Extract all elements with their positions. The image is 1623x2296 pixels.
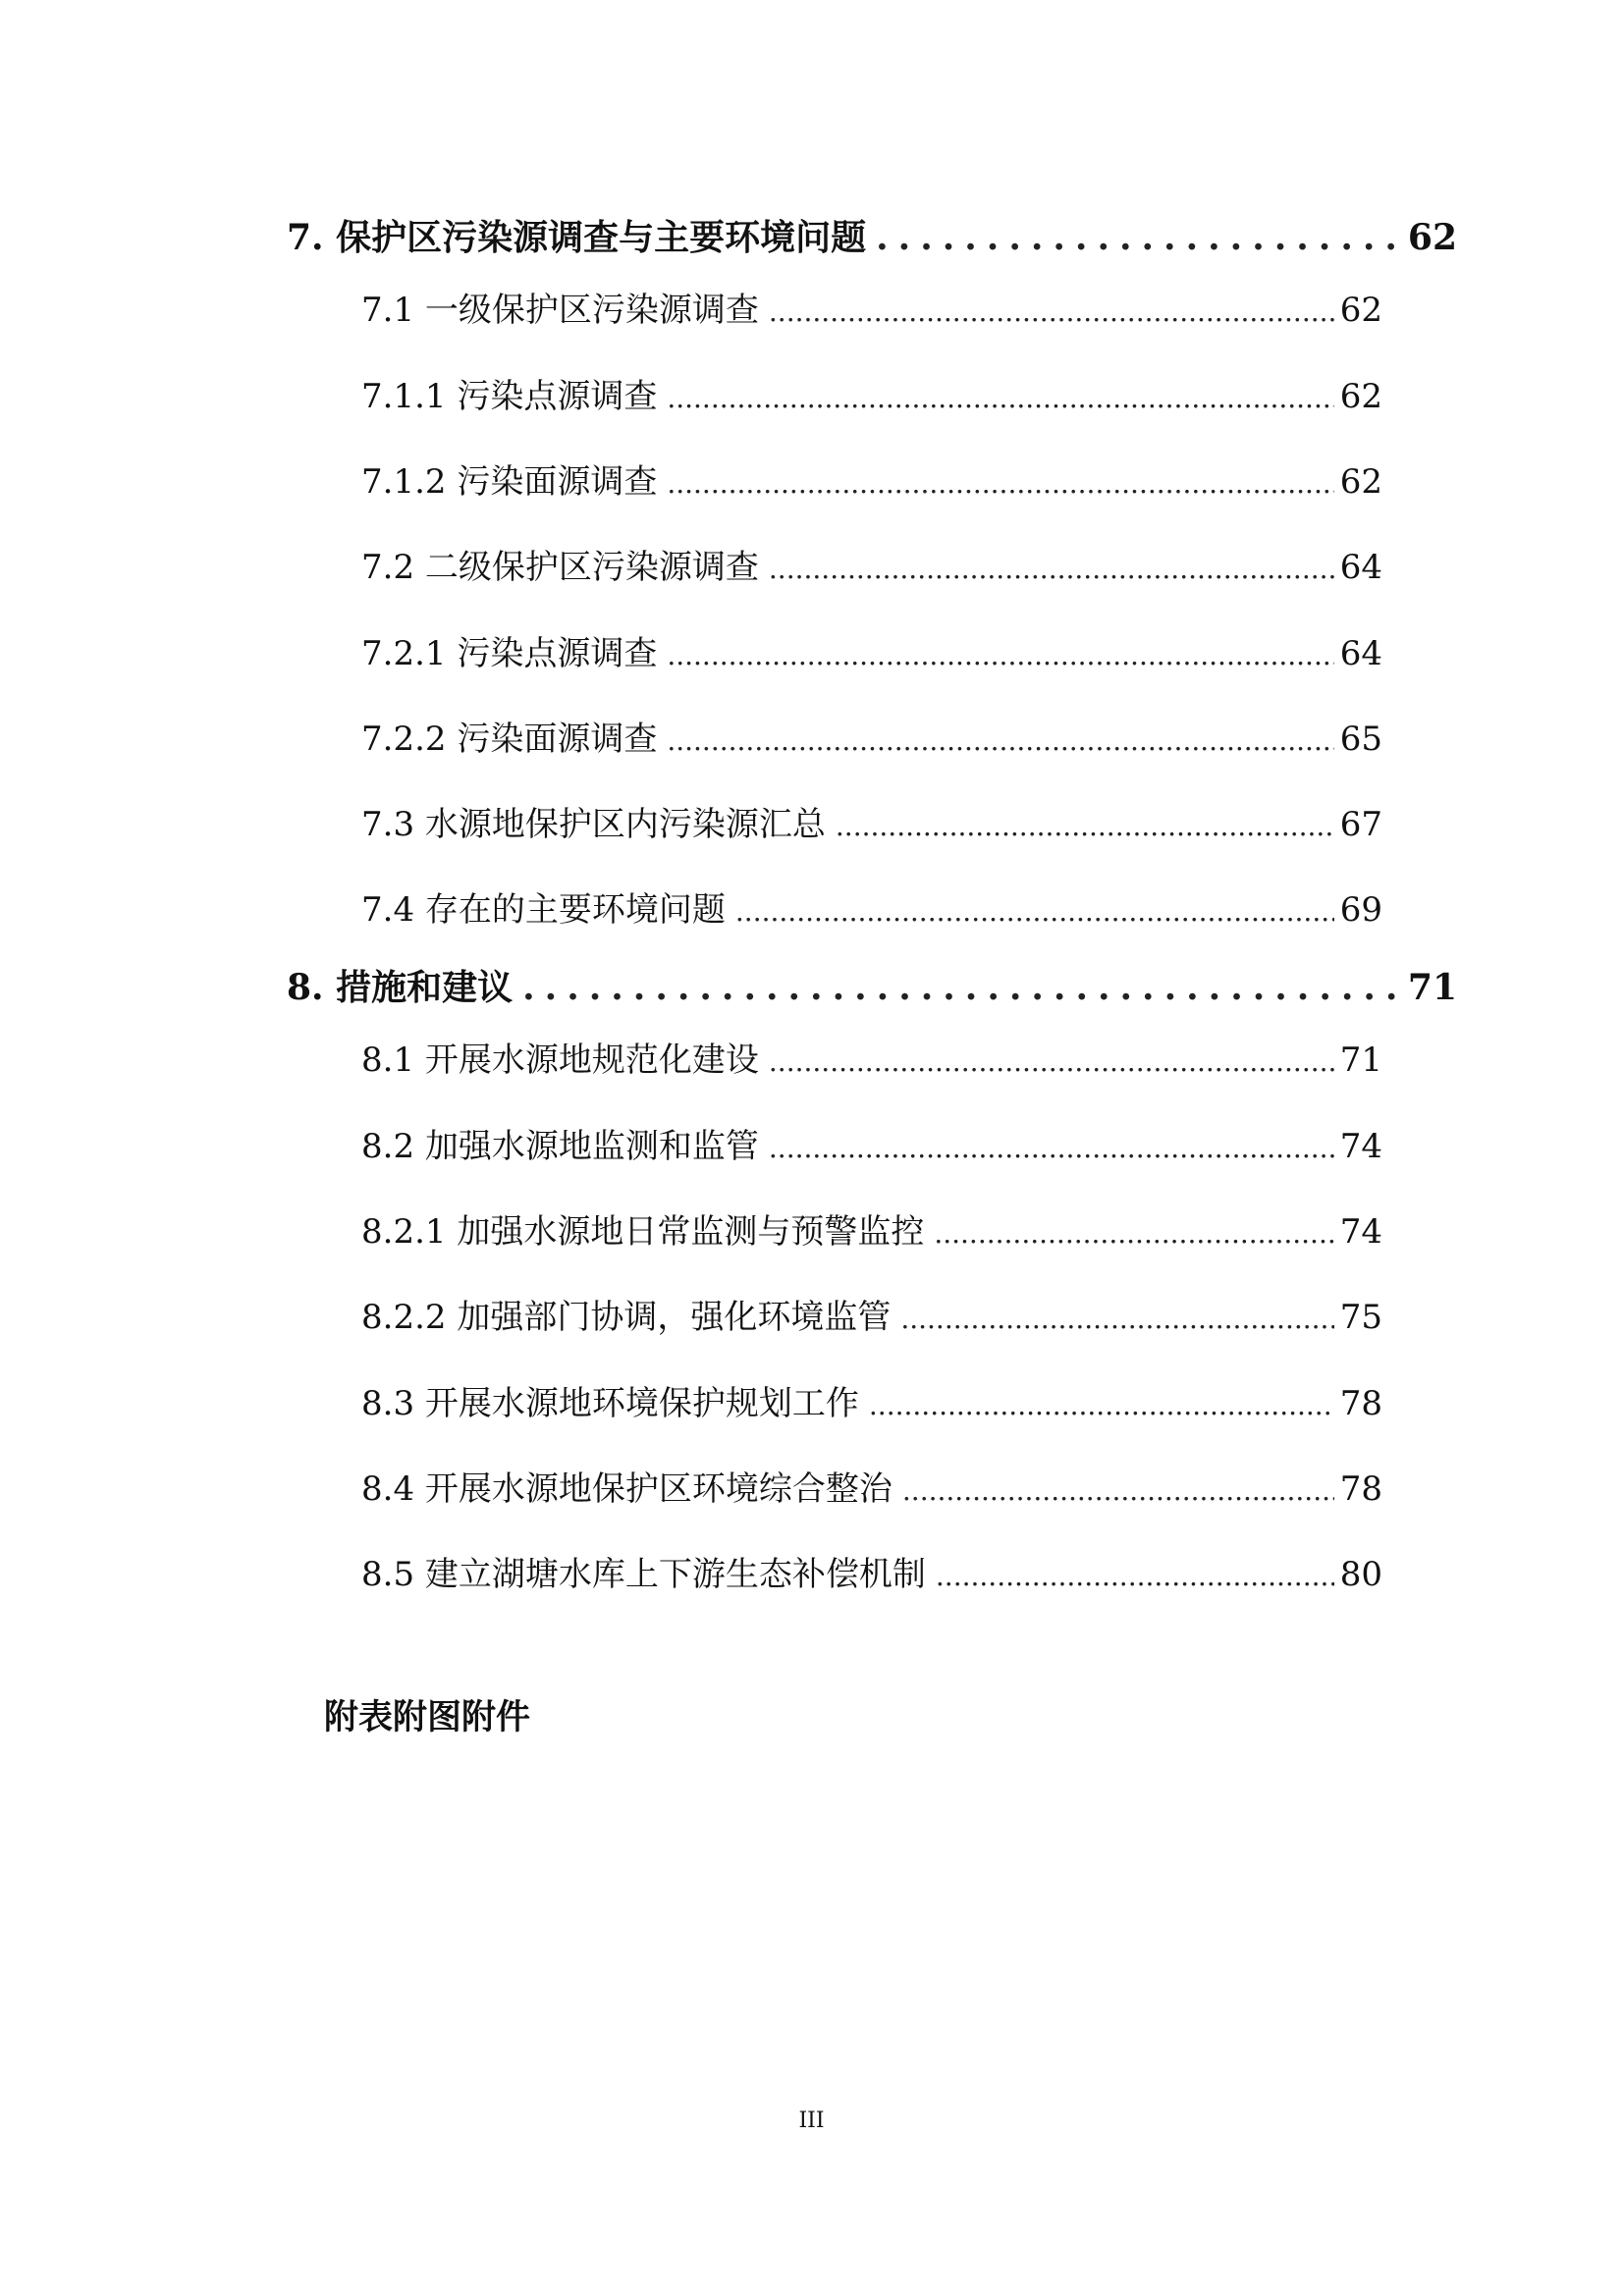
toc-dot-leader xyxy=(869,1389,1334,1421)
toc-section-7-2-2[interactable] xyxy=(361,712,1382,760)
toc-entry-label: 7. 保护区污染源调查与主要环境问题 xyxy=(287,217,867,258)
toc-dot-leader xyxy=(769,553,1334,585)
toc-page-number: 78 xyxy=(1339,1469,1382,1509)
toc-dot-leader xyxy=(735,895,1334,928)
toc-entry-label: 8.2.1 加强水源地日常监测与预警监控 xyxy=(361,1212,925,1252)
toc-dot-leader xyxy=(769,1045,1334,1078)
toc-chapter-7[interactable] xyxy=(287,210,1457,260)
toc-entry-label: 7.2.1 污染点源调查 xyxy=(361,634,658,673)
toc-entry-label: 8.4 开展水源地保护区环境综合整治 xyxy=(361,1469,893,1509)
toc-page-number: 71 xyxy=(1407,967,1457,1008)
toc-dot-leader xyxy=(667,382,1333,414)
toc-dot-leader xyxy=(667,724,1333,757)
toc-page-number: 64 xyxy=(1339,634,1382,673)
toc-appendix-heading[interactable]: 附表附图附件 xyxy=(324,1697,531,1737)
toc-entry-label: 8.2.2 加强部门协调，强化环境监管 xyxy=(361,1298,892,1337)
toc-section-7-3[interactable] xyxy=(361,797,1382,845)
toc-page-number: 67 xyxy=(1339,805,1382,844)
toc-entry-label: 7.2.2 污染面源调查 xyxy=(361,720,658,759)
toc-section-7-2[interactable] xyxy=(361,540,1382,588)
toc-section-8-2[interactable] xyxy=(361,1119,1382,1167)
toc-entry-label: 7.2 二级保护区污染源调查 xyxy=(361,548,759,587)
toc-section-7-1[interactable] xyxy=(361,283,1382,331)
toc-entry-label: 8.1 开展水源地规范化建设 xyxy=(361,1041,759,1080)
toc-page-number: 62 xyxy=(1339,462,1382,502)
toc-section-8-4[interactable] xyxy=(361,1462,1382,1510)
toc-entry-label: 7.3 水源地保护区内污染源汇总 xyxy=(361,805,826,844)
toc-entry-label: 7.4 存在的主要环境问题 xyxy=(361,890,726,930)
toc-page-number: 71 xyxy=(1339,1041,1382,1080)
toc-dot-leader xyxy=(667,467,1333,500)
toc-entry-label: 7.1.1 污染点源调查 xyxy=(361,377,658,416)
toc-section-7-2-1[interactable] xyxy=(361,626,1382,674)
toc-page-number: 78 xyxy=(1339,1384,1382,1423)
toc-page-number: 74 xyxy=(1339,1212,1382,1252)
toc-chapter-8[interactable] xyxy=(287,960,1457,1010)
toc-page-number: 75 xyxy=(1339,1298,1382,1337)
toc-entry-label: 7.1.2 污染面源调查 xyxy=(361,462,658,502)
toc-page-number: 62 xyxy=(1339,291,1382,330)
toc-entry-label: 8.5 建立湖塘水库上下游生态补偿机制 xyxy=(361,1555,926,1594)
toc-dot-leader xyxy=(769,295,1334,328)
toc-section-7-4[interactable] xyxy=(361,882,1382,931)
toc-dot-leader xyxy=(667,639,1333,671)
toc-page-number: 80 xyxy=(1339,1555,1382,1594)
toc-section-7-1-1[interactable] xyxy=(361,369,1382,417)
toc-entry-label: 8. 措施和建议 xyxy=(287,967,514,1008)
toc-page-number: 65 xyxy=(1339,720,1382,759)
toc-page-number: 62 xyxy=(1339,377,1382,416)
page-number-footer: III xyxy=(798,2109,825,2133)
toc-entry-label: 7.1 一级保护区污染源调查 xyxy=(361,291,759,330)
toc-entry-label: 8.2 加强水源地监测和监管 xyxy=(361,1127,759,1166)
toc-dot-leader xyxy=(522,967,1402,1008)
toc-dot-leader xyxy=(836,810,1334,842)
toc-page-number: 64 xyxy=(1339,548,1382,587)
toc-section-8-1[interactable] xyxy=(361,1033,1382,1081)
toc-page-number: 62 xyxy=(1407,217,1457,258)
toc-page-number: 69 xyxy=(1339,890,1382,930)
toc-dot-leader xyxy=(769,1132,1334,1164)
toc-section-8-2-2[interactable] xyxy=(361,1290,1382,1338)
toc-dot-leader xyxy=(876,217,1402,258)
toc-page-number: 74 xyxy=(1339,1127,1382,1166)
toc-section-8-5[interactable] xyxy=(361,1547,1382,1595)
toc-dot-leader xyxy=(934,1217,1333,1250)
toc-section-7-1-2[interactable] xyxy=(361,454,1382,503)
toc-entry-label: 8.3 开展水源地环境保护规划工作 xyxy=(361,1384,859,1423)
toc-section-8-2-1[interactable] xyxy=(361,1204,1382,1253)
toc-dot-leader xyxy=(902,1474,1334,1507)
toc-dot-leader xyxy=(900,1303,1333,1335)
toc-section-8-3[interactable] xyxy=(361,1376,1382,1424)
toc-dot-leader xyxy=(936,1560,1334,1592)
